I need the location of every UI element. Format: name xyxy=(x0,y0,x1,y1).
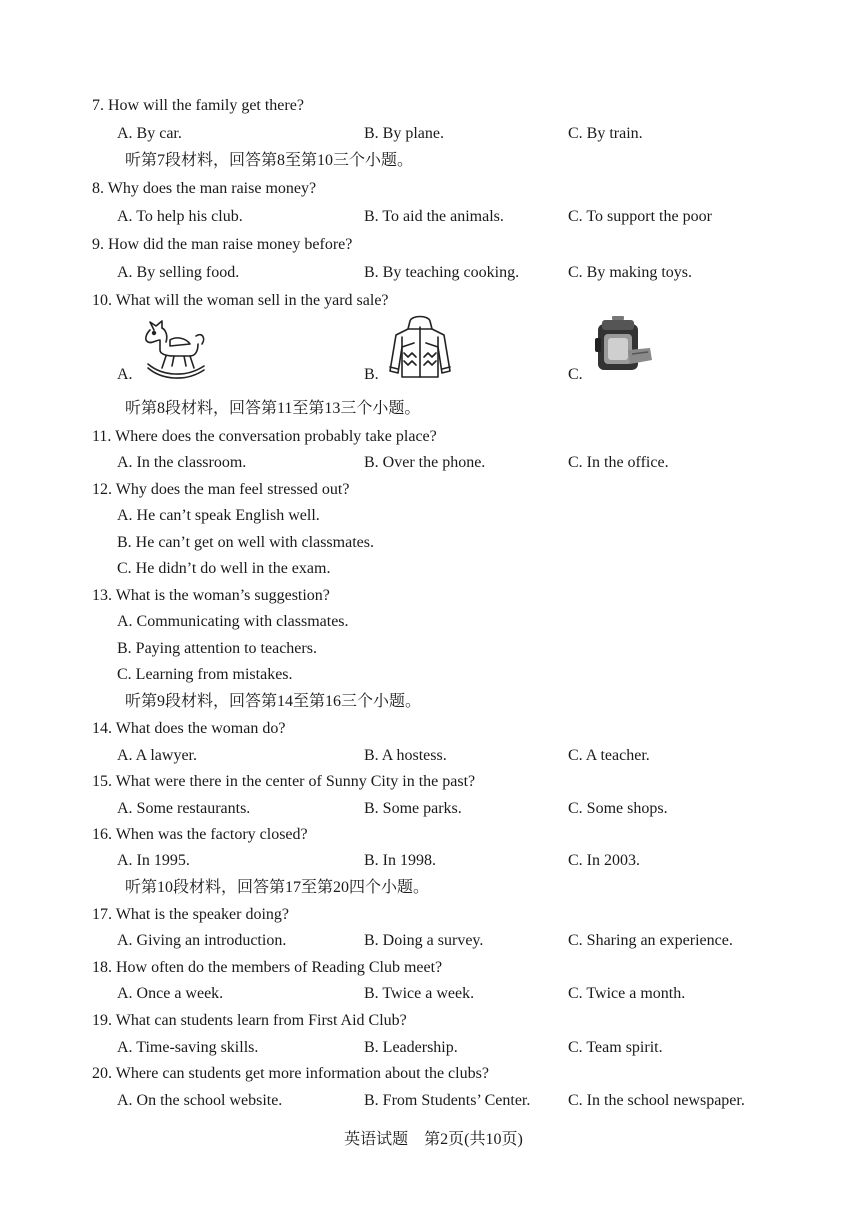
q8-option-b: B. To aid the animals. xyxy=(364,208,504,225)
q18-option-c: C. Twice a month. xyxy=(568,985,686,1002)
instruction-section-7: 听第7段材料，回答第8至第10三个小题。 xyxy=(125,152,414,169)
q13-option-a: A. Communicating with classmates. xyxy=(117,613,349,630)
bread-maker-picture xyxy=(592,314,658,376)
question-9: 9. How did the man raise money before? xyxy=(92,236,353,253)
q10-option-a: A. xyxy=(117,366,133,383)
rocking-horse-picture xyxy=(140,316,210,382)
q18-option-a: A. Once a week. xyxy=(117,985,224,1002)
q19-option-a: A. Time-saving skills. xyxy=(117,1039,259,1056)
question-17: 17. What is the speaker doing? xyxy=(92,906,289,923)
q19-option-b: B. Leadership. xyxy=(364,1039,458,1056)
q15-option-b: B. Some parks. xyxy=(364,800,462,817)
q20-option-c: C. In the school newspaper. xyxy=(568,1092,745,1109)
instruction-section-9: 听第9段材料，回答第14至第16三个小题。 xyxy=(125,693,422,710)
q9-option-a: A. By selling food. xyxy=(117,264,240,281)
q9-option-b: B. By teaching cooking. xyxy=(364,264,520,281)
q16-option-c: C. In 2003. xyxy=(568,852,640,869)
q17-option-b: B. Doing a survey. xyxy=(364,932,484,949)
q12-option-b: B. He can’t get on well with classmates. xyxy=(117,534,374,551)
q16-option-a: A. In 1995. xyxy=(117,852,190,869)
question-14: 14. What does the woman do? xyxy=(92,720,286,737)
question-19: 19. What can students learn from First Aid Club? xyxy=(92,1012,407,1029)
q18-option-b: B. Twice a week. xyxy=(364,985,475,1002)
q11-option-b: B. Over the phone. xyxy=(364,454,486,471)
question-12: 12. Why does the man feel stressed out? xyxy=(92,481,350,498)
q20-option-b: B. From Students’ Center. xyxy=(364,1092,531,1109)
q11-option-a: A. In the classroom. xyxy=(117,454,247,471)
q7-option-c: C. By train. xyxy=(568,125,643,142)
q14-option-b: B. A hostess. xyxy=(364,747,447,764)
question-11: 11. Where does the conversation probably take place? xyxy=(92,428,437,445)
q8-option-a: A. To help his club. xyxy=(117,208,243,225)
instruction-section-8: 听第8段材料，回答第11至第13三个小题。 xyxy=(125,400,421,417)
q7-option-b: B. By plane. xyxy=(364,125,444,142)
q12-option-c: C. He didn’t do well in the exam. xyxy=(117,560,331,577)
q11-option-c: C. In the office. xyxy=(568,454,669,471)
question-10: 10. What will the woman sell in the yard sale? xyxy=(92,292,389,309)
q12-option-a: A. He can’t speak English well. xyxy=(117,507,320,524)
q15-option-c: C. Some shops. xyxy=(568,800,668,817)
q14-option-c: C. A teacher. xyxy=(568,747,650,764)
question-8: 8. Why does the man raise money? xyxy=(92,180,317,197)
q20-option-a: A. On the school website. xyxy=(117,1092,283,1109)
q15-option-a: A. Some restaurants. xyxy=(117,800,251,817)
q8-option-c: C. To support the poor xyxy=(568,208,712,225)
q13-option-c: C. Learning from mistakes. xyxy=(117,666,293,683)
q7-option-a: A. By car. xyxy=(117,125,182,142)
jacket-picture xyxy=(384,313,456,381)
question-16: 16. When was the factory closed? xyxy=(92,826,308,843)
q17-option-c: C. Sharing an experience. xyxy=(568,932,733,949)
question-20: 20. Where can students get more information about the clubs? xyxy=(92,1065,489,1082)
question-7: 7. How will the family get there? xyxy=(92,97,304,114)
q19-option-c: C. Team spirit. xyxy=(568,1039,663,1056)
q10-option-c: C. xyxy=(568,366,583,383)
q9-option-c: C. By making toys. xyxy=(568,264,693,281)
question-13: 13. What is the woman’s suggestion? xyxy=(92,587,330,604)
question-15: 15. What were there in the center of Sunny City in the past? xyxy=(92,773,476,790)
q16-option-b: B. In 1998. xyxy=(364,852,436,869)
instruction-section-10: 听第10段材料，回答第17至第20四个小题。 xyxy=(125,879,430,896)
q10-option-b: B. xyxy=(364,366,379,383)
q17-option-a: A. Giving an introduction. xyxy=(117,932,287,949)
question-18: 18. How often do the members of Reading Club meet? xyxy=(92,959,443,976)
page-footer: 英语试题 第2页(共10页) xyxy=(344,1131,523,1148)
q14-option-a: A. A lawyer. xyxy=(117,747,197,764)
q13-option-b: B. Paying attention to teachers. xyxy=(117,640,317,657)
